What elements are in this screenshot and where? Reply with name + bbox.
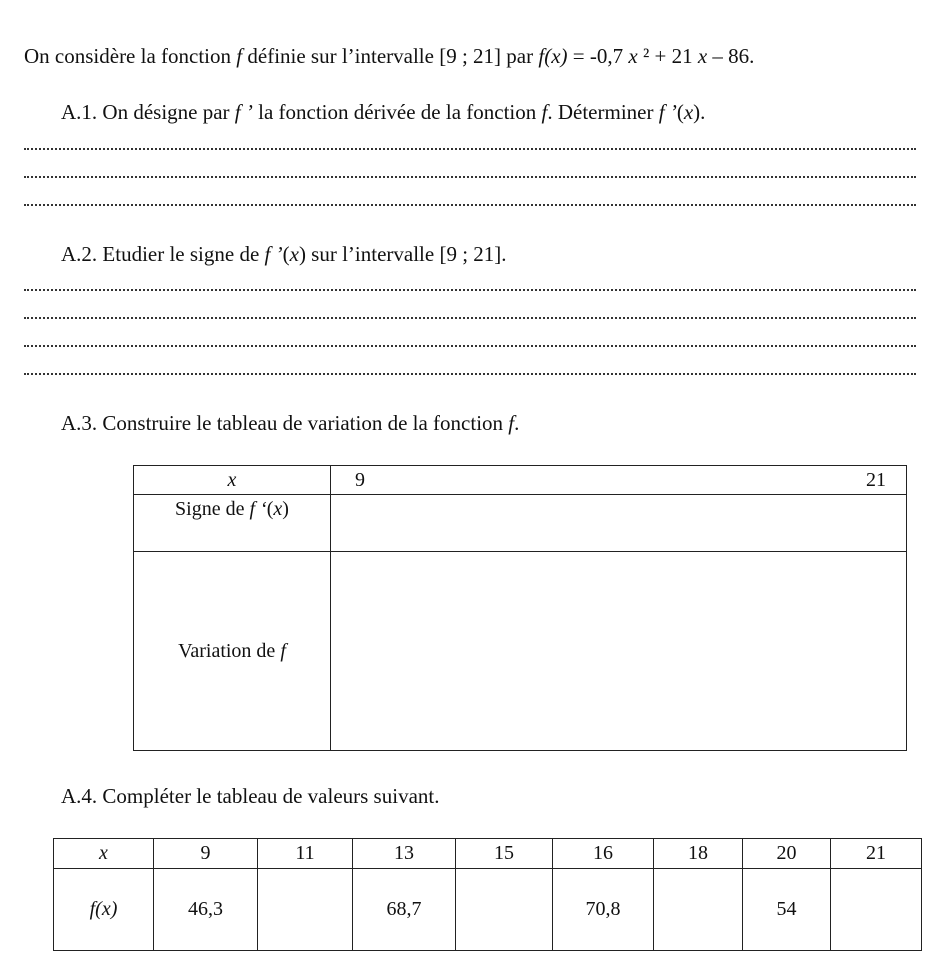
values-fx-label: f(x): [89, 898, 118, 920]
var-variation-label-cell: [134, 552, 331, 751]
intro-line: [24, 44, 754, 69]
values-fx-cell[interactable]: [258, 869, 353, 951]
var-x-range: [331, 466, 907, 495]
answer-line-a2-3[interactable]: [24, 345, 916, 347]
intro-text-1: On considère la fonction: [24, 44, 237, 68]
var-sign-label: Signe de: [175, 498, 250, 520]
values-x-cell: 18: [654, 839, 743, 869]
q1-fprime: f ’: [234, 100, 253, 124]
intro-text-2: définie sur l’intervalle: [242, 44, 440, 68]
answer-line-a2-2[interactable]: [24, 317, 916, 319]
question-a3: [61, 411, 519, 436]
q3-end: .: [514, 411, 520, 435]
q1-f: f: [541, 100, 548, 124]
var-sign-answer-cell[interactable]: [331, 495, 907, 552]
var-sign-x: x: [273, 498, 283, 520]
intro-expr-b: + 21: [649, 44, 698, 68]
q2-x: x: [289, 242, 299, 266]
var-sign-label-cell: [134, 495, 331, 552]
intro-sq: ²: [637, 44, 650, 68]
answer-line-a1-2[interactable]: [24, 176, 916, 178]
answer-line-a1-1[interactable]: [24, 148, 916, 150]
values-fx-header: [54, 869, 154, 951]
q1-paren: (: [676, 100, 684, 124]
intro-interval: [9 ; 21]: [439, 44, 502, 68]
q3-f: f: [508, 411, 515, 435]
var-x-header: [134, 466, 331, 495]
var-variation-f: f: [280, 639, 286, 662]
q2-fprime: f ’: [264, 242, 283, 266]
intro-x1: x: [628, 44, 638, 68]
intro-par: par: [501, 44, 539, 68]
variation-table: [133, 465, 907, 751]
intro-x2: x: [697, 44, 708, 68]
var-variation-answer-cell[interactable]: [331, 552, 907, 751]
intro-expr-c: – 86.: [707, 44, 755, 68]
q1-text-1: A.1. On désigne par: [61, 100, 235, 124]
q3-text: A.3. Construire le tableau de variation de la fonction: [61, 411, 509, 435]
q4-text: A.4. Compléter le tableau de valeurs suivant.: [61, 784, 440, 808]
q2-text-2: ) sur l’intervalle [9 ; 21].: [298, 242, 507, 266]
values-x-cell: 15: [456, 839, 553, 869]
var-x-label: x: [227, 469, 237, 491]
q1-text-3: . Déterminer: [547, 100, 659, 124]
values-x-cell: 11: [258, 839, 353, 869]
values-x-cell: 20: [743, 839, 831, 869]
values-fx-cell: 54: [743, 869, 831, 951]
values-fx-cell[interactable]: [831, 869, 922, 951]
values-x-cell: 16: [553, 839, 654, 869]
var-variation-label: Variation de: [178, 639, 281, 662]
values-x-header: [54, 839, 154, 869]
values-fx-cell[interactable]: [654, 869, 743, 951]
q1-fprime-2: f ’: [658, 100, 677, 124]
answer-line-a1-3[interactable]: [24, 204, 916, 206]
values-fx-cell: 68,7: [353, 869, 456, 951]
var-sign-end: ): [282, 498, 289, 520]
q2-text-1: A.2. Etudier le signe de: [61, 242, 265, 266]
answer-line-a2-1[interactable]: [24, 289, 916, 291]
var-sign-paren: (: [266, 498, 274, 520]
intro-f: f: [236, 44, 243, 68]
q1-x: x: [683, 100, 694, 124]
answer-line-a2-4[interactable]: [24, 373, 916, 375]
values-x-cell: 21: [831, 839, 922, 869]
var-sign-f: f ‘: [249, 498, 267, 520]
values-fx-cell: 70,8: [553, 869, 654, 951]
question-a1: [61, 100, 705, 125]
values-fx-cell: 46,3: [154, 869, 258, 951]
question-a4: [61, 784, 439, 809]
values-x-label: x: [99, 842, 108, 864]
values-fx-cell[interactable]: [456, 869, 553, 951]
intro-expr-a: = -0,7: [567, 44, 629, 68]
intro-fx: f(x): [538, 44, 568, 68]
question-a2: [61, 242, 507, 267]
values-table: [53, 838, 922, 951]
q1-end: ).: [693, 100, 706, 124]
q1-text-2: la fonction dérivée de la fonction: [252, 100, 542, 124]
var-x-end: 21: [866, 469, 886, 491]
values-x-cell: 13: [353, 839, 456, 869]
q2-paren: (: [282, 242, 290, 266]
values-x-cell: 9: [154, 839, 258, 869]
var-x-start: 9: [355, 469, 365, 491]
